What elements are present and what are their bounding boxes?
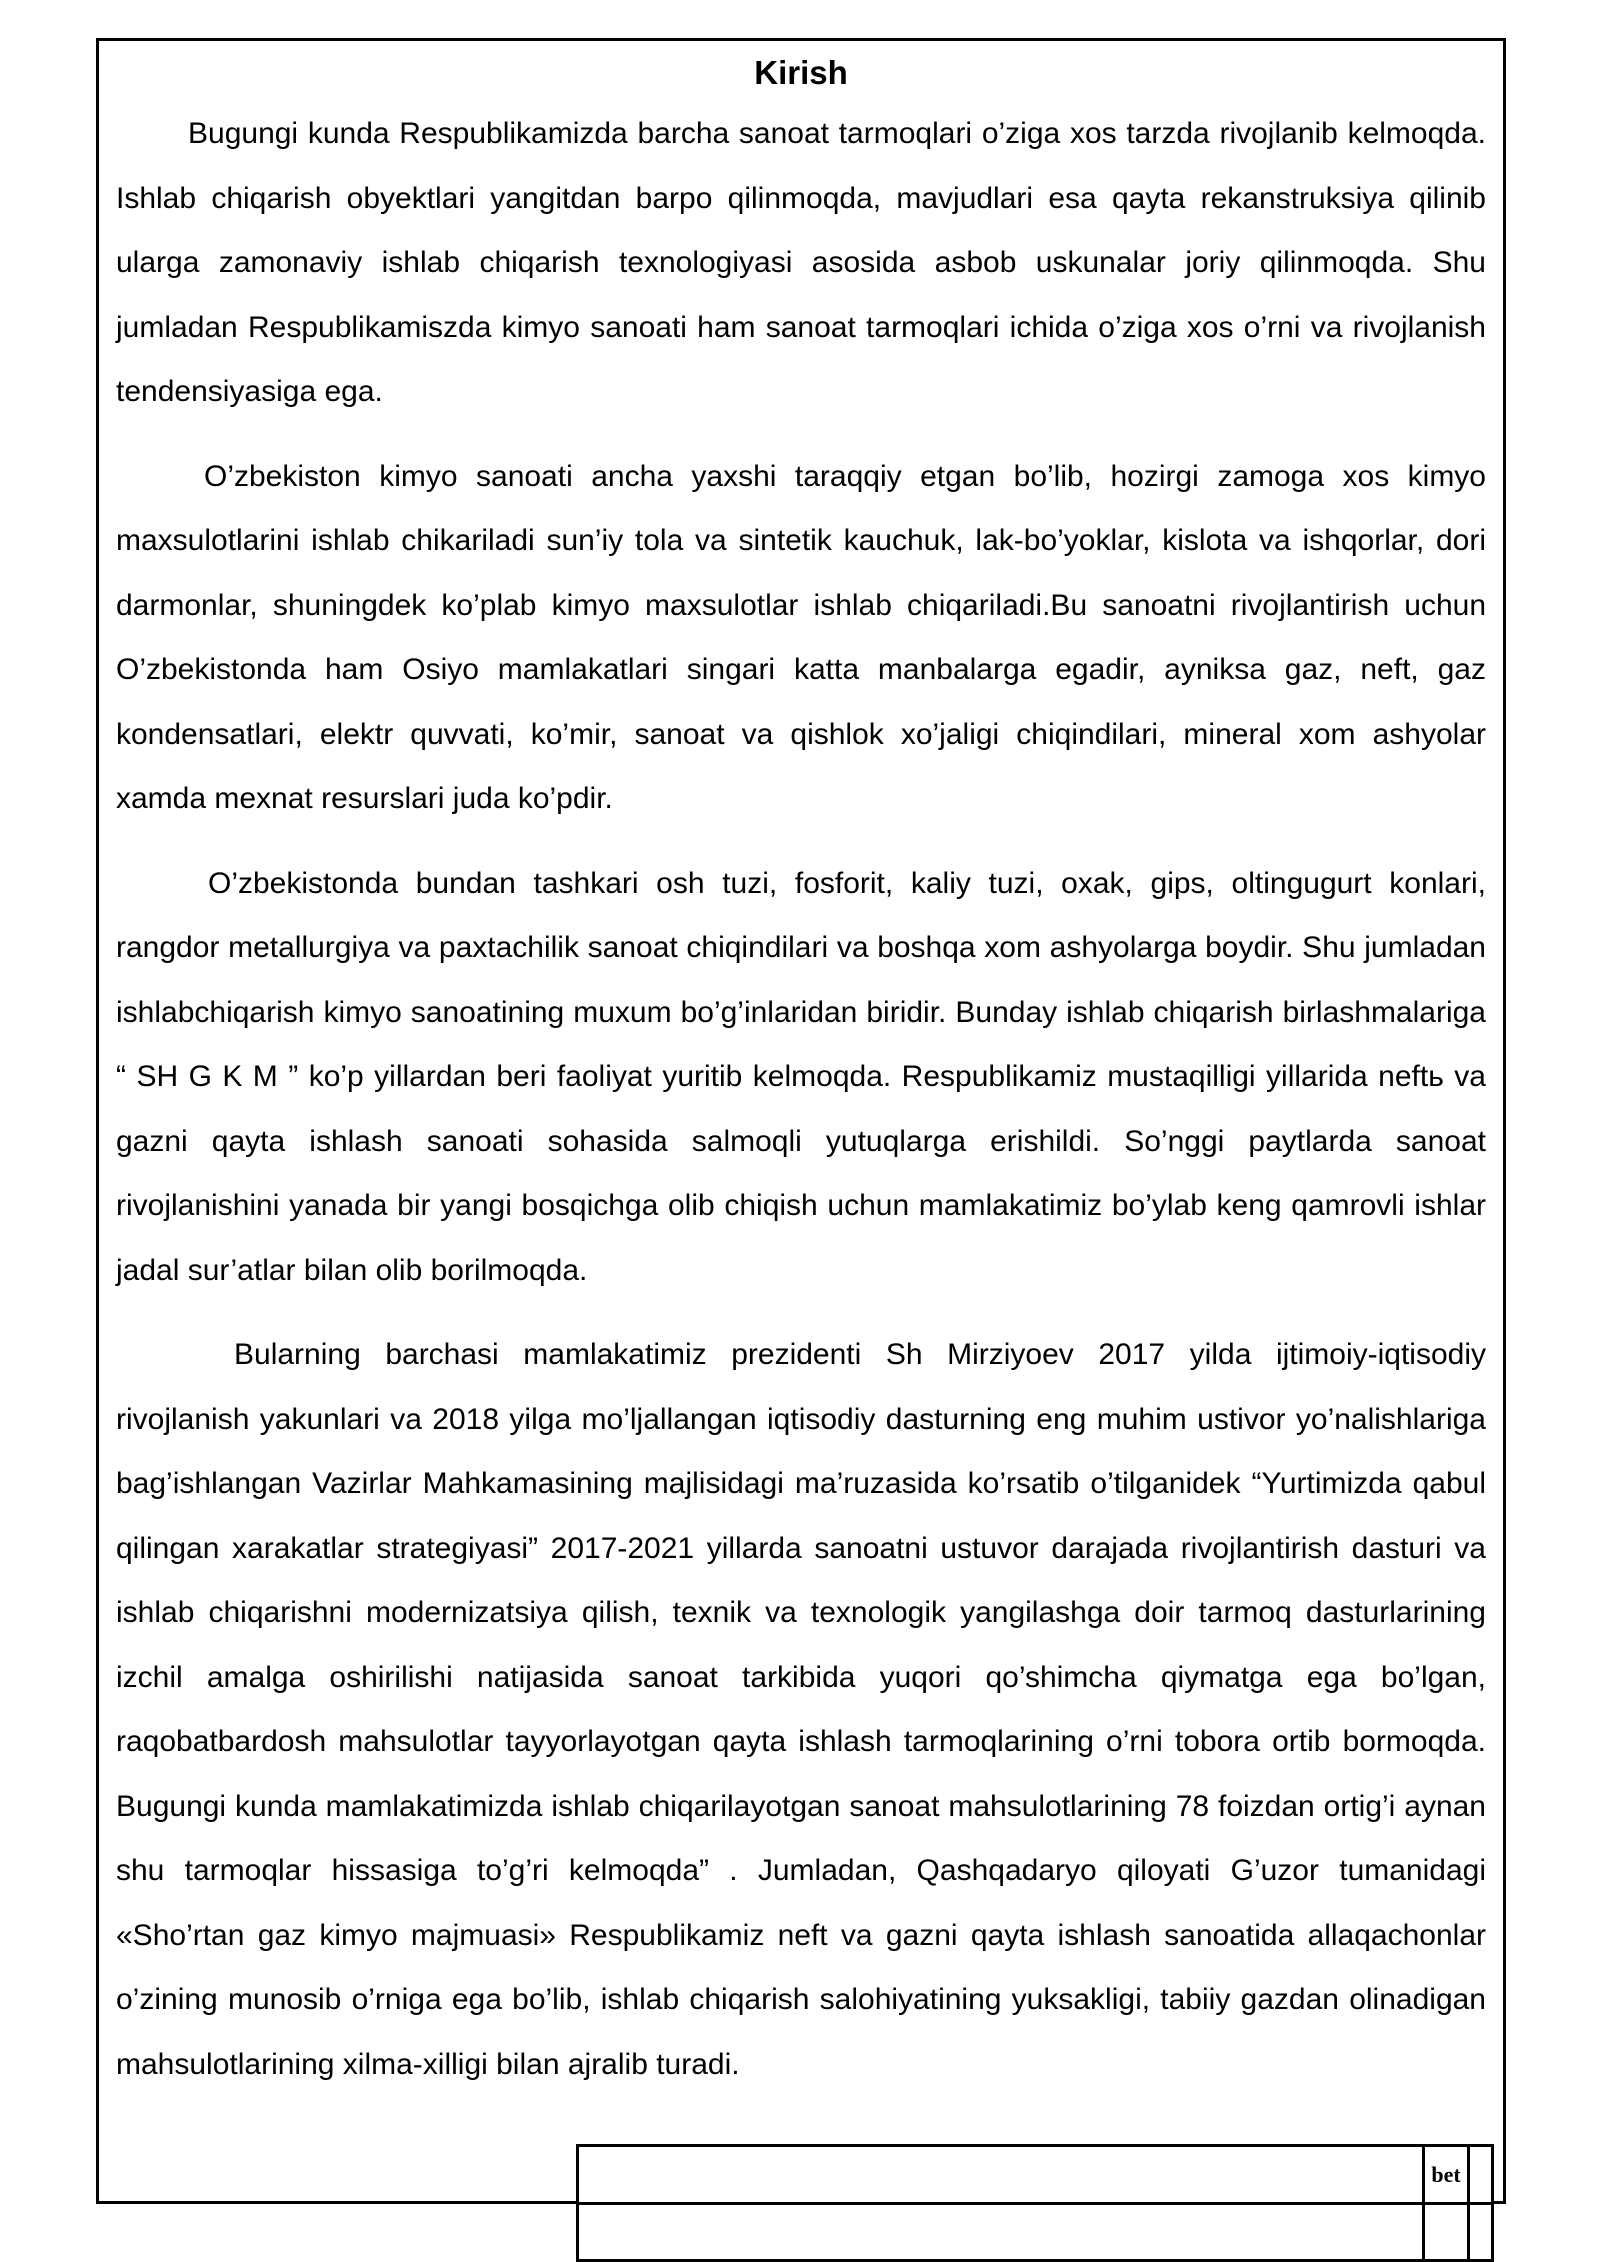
paragraph-3: O’zbekistonda bundan tashkari osh tuzi, fosforit, kaliy tuzi, oxak, gips, oltingugurt konlari, rangdor metallurgiya va paxtachilik sanoat chiqindilari va boshqa xom ashyolarga boydir. Shu jumladan ishlabchiqarish kimyo sanoatining muxum bo’g’inlaridan biridir. Bunday ishlab chiqarish birlashmalariga “ SH G K M ” ko’p yillardan beri faoliyat yuritib kelmoqda. Respublikamiz mustaqilligi yillarida neftь va gazni qayta ishlash sanoati sohasida salmoqli yutuqlarga erishildi. So’nggi paytlarda sanoat rivojlanishini yanada bir yangi bosqichga olib chiqish uchun mamlakatimiz bo’ylab keng qamrovli ishlar jadal sur’atlar bilan olib borilmoqda.: [116, 866, 1486, 1287]
title-block-stamp: [576, 2144, 1494, 2262]
stamp-divider: [579, 2202, 1491, 2205]
page-title: Kirish: [754, 54, 848, 91]
stamp-divider: [1467, 2147, 1470, 2259]
document-body: [116, 48, 1486, 2097]
paragraph-2: O’zbekiston kimyo sanoati ancha yaxshi taraqqiy etgan bo’lib, hozirgi zamoga xos kimyo maxsulotlarini ishlab chikariladi sun’iy tola va sintetik kauchuk, lak-bo’yoklar, kislota va ishqorlar, dori darmonlar, shuningdek ko’plab kimyo maxsulotlar ishlab chiqariladi.Bu sanoatni rivojlantirish uchun O’zbekistonda ham Osiyo mamlakatlari singari katta manbalarga egadir, ayniksa gaz, neft, gaz kondensatlari, elektr quvvati, ko’mir, sanoat va qishlok xo’jaligi chiqindilari, mineral xom ashyolar xamda mexnat resurslari juda ko’pdir.: [116, 459, 1486, 815]
paragraph-1: Bugungi kunda Respublikamizda barcha sanoat tarmoqlari o’ziga xos tarzda rivojlanib kelmoqda. Ishlab chiqarish obyektlari yangitdan barpo qilinmoqda, mavjudlari esa qayta rekanstruksiya qilinib ularga zamonaviy ishlab chiqarish texnologiyasi asosida asbob uskunalar joriy qilinmoqda. Shu jumladan Respublikamiszda kimyo sanoati ham sanoat tarmoqlari ichida o’ziga xos o’rni va rivojlanish tendensiyasiga ega.: [116, 117, 1486, 408]
paragraph-4: Bularning barchasi mamlakatimiz prezidenti Sh Mirziyoev 2017 yilda ijtimoiy-iqtisodiy rivojlanish yakunlari va 2018 yilga mo’ljallangan iqtisodiy dasturning eng muhim ustivor yo’nalishlariga bag’ishlangan Vazirlar Mahkamasining majlisidagi ma’ruzasida ko’rsatib o’tilganidek “Yurtimizda qabul qilingan xarakatlar strategiyasi” 2017-2021 yillarda sanoatni ustuvor darajada rivojlantirish dasturi va ishlab chiqarishni modernizatsiya qilish, texnik va texnologik yangilashga doir tarmoq dasturlarining izchil amalga oshirilishi natijasida sanoat tarkibida yuqori qo’shimcha qiymatga ega bo’lgan, raqobatbardosh mahsulotlar tayyorlayotgan qayta ishlash tarmoqlarining o’rni tobora ortib bormoqda. Bugungi kunda mamlakatimizda ishlab chiqarilayotgan sanoat mahsulotlarining 78 foizdan ortig’i aynan shu tarmoqlar hissasiga to’g’ri kelmoqda” . Jumladan, Qashqadaryo qiloyati G’uzor tumanidagi «Sho’rtan gaz kimyo majmuasi» Respublikamiz neft va gazni qayta ishlash sanoatida allaqachonlar o’zining munosib o’rniga ega bo’lib, ishlab chiqarish salohiyatining yuksakligi, tabiiy gazdan olinadigan mahsulotlarining xilma-xilligi bilan ajralib turadi.: [116, 1338, 1486, 2081]
page-number-label: bet: [1431, 2161, 1461, 2187]
